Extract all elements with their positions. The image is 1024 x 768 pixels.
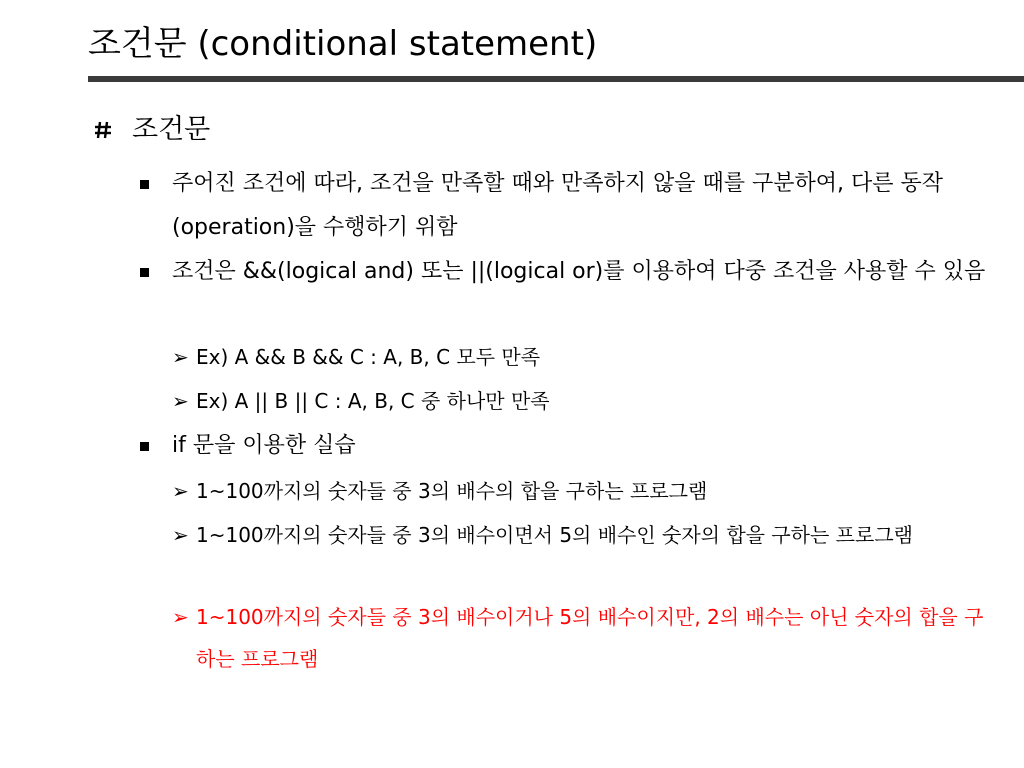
square-bullet-icon bbox=[140, 268, 149, 277]
square-bullet-icon bbox=[140, 442, 149, 451]
exercise-text: 1~100까지의 숫자들 중 3의 배수의 합을 구하는 프로그램 bbox=[196, 479, 708, 503]
arrow-bullet-icon: ➢ bbox=[172, 479, 189, 503]
hash-bullet-icon bbox=[92, 119, 114, 141]
section-heading: 조건문 bbox=[132, 114, 211, 145]
example-text: Ex) A && B && C : A, B, C 모두 만족 bbox=[196, 345, 541, 369]
title-divider bbox=[88, 76, 1024, 82]
bullet-text: 조건은 &&(logical and) 또는 ||(logical or)를 이용하여 다중 조건을 사용할 수 있음 bbox=[172, 259, 986, 284]
exercise-text: 1~100까지의 숫자들 중 3의 배수이면서 5의 배수인 숫자의 합을 구하는 프로그램 bbox=[196, 523, 913, 547]
square-bullet-icon bbox=[140, 180, 149, 189]
arrow-bullet-icon: ➢ bbox=[172, 345, 189, 369]
bullet-text: 주어진 조건에 따라, 조건을 만족할 때와 만족하지 않을 때를 구분하여, 다른 동작(operation)을 수행하기 위함 bbox=[172, 171, 943, 240]
arrow-bullet-icon: ➢ bbox=[172, 389, 189, 413]
arrow-bullet-icon: ➢ bbox=[172, 523, 189, 547]
example-text: Ex) A || B || C : A, B, C 중 하나만 만족 bbox=[196, 389, 550, 413]
slide-title: 조건문 (conditional statement) bbox=[88, 24, 598, 64]
arrow-bullet-icon: ➢ bbox=[172, 605, 189, 629]
exercise-text: 1~100까지의 숫자들 중 3의 배수이거나 5의 배수이지만, 2의 배수는 아닌 숫자의 합을 구하는 프로그램 bbox=[196, 605, 984, 671]
bullet-text: if 문을 이용한 실습 bbox=[172, 433, 356, 458]
